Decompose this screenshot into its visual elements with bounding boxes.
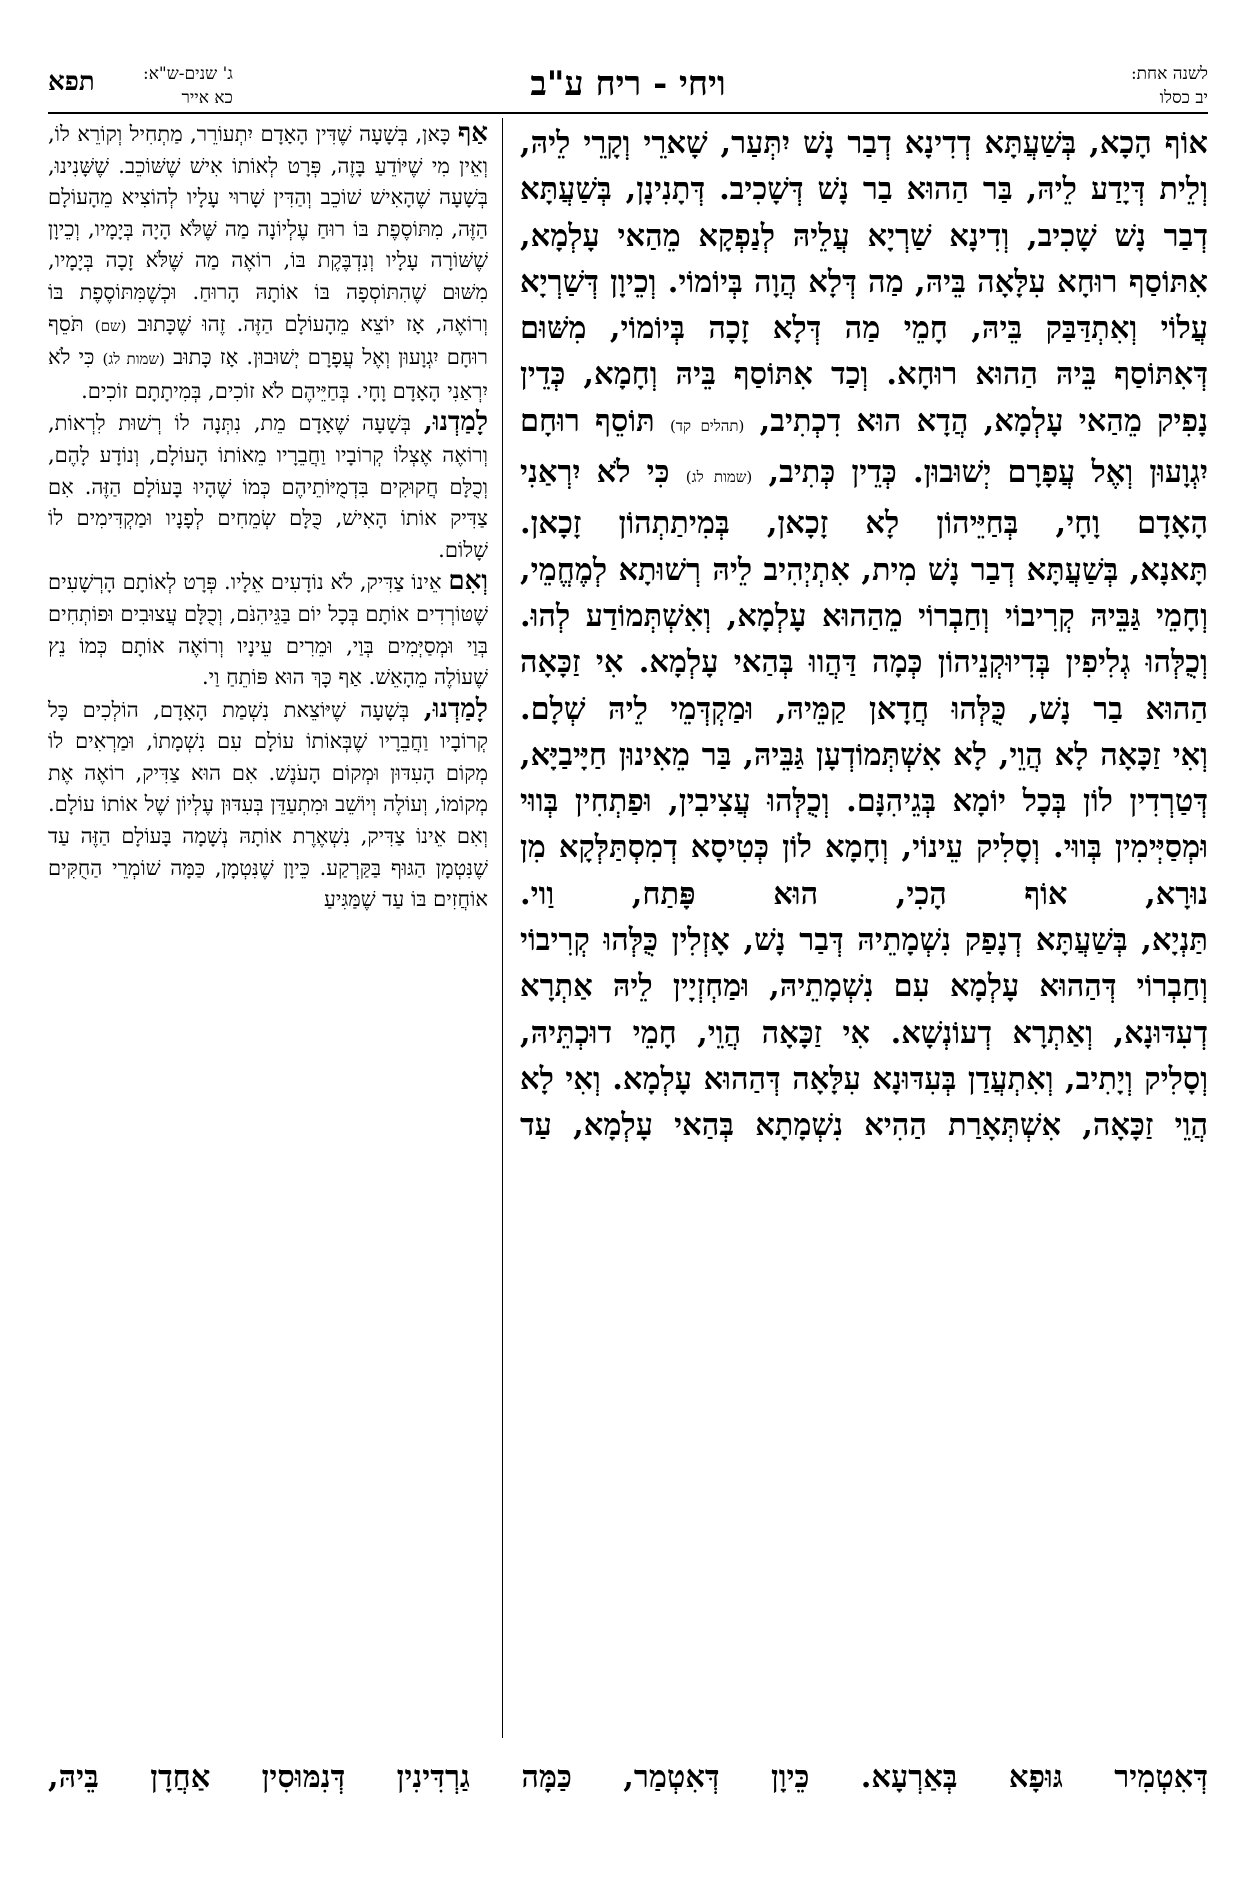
- side-p1-text: כָּאן, בְּשָׁעָה שֶׁדִּין הָאָדָם יִתְעוֹרֵר, מַתְחִיל וְקוֹרֵא לוֹ, וְאֵין מִי שֶׁיּוֹדֵעַ בָּזֶה, פְּרָט לְאוֹתוֹ אִישׁ שֶׁשּׁוֹכֵב. שֶׁשָּׁנִינוּ, בְּשָׁעָה שֶׁהָאִישׁ שׁוֹכֵב וְהַדִּין שָׁרוּי עָלָיו לְהוֹצִיא מֵהָעוֹלָם הַזֶּה, מִתּוֹסֶפֶת בּוֹ רוּחַ עֶלְיוֹנָה מַה שֶּׁלֹּא הָיָה בְּיָמָיו, וְכֵיוָן שֶׁשּׁוֹרָה עָלָיו וְנִדְבֶּקֶת בּוֹ, רוֹאֶה מַה שֶּׁלֹּא זָכָה בְּיָמָיו, מִשּׁוּם שֶׁהִתּוֹסְפָה בּוֹ אוֹתָהּ הָרוּחַ. וּכְשֶׁמִּתּוֹסֶפֶת בּוֹ וְרוֹאֶה, אָז יוֹצֵא מֵהָעוֹלָם הַזֶּה. זֶהוּ שֶׁכָּתוּב: [48, 122, 488, 336]
- header-right-line1: לשנה אחת:: [1130, 64, 1208, 84]
- side-p3-text: אֵינוֹ צַדִּיק, לֹא נוֹדָעִים אֵלָיו. פְּרָט לְאוֹתָם הָרְשָׁעִים שֶׁטּוֹרְדִים אוֹתָם בְּכָל יוֹם בַּגֵּיהִנֹּם, וְכֻלָּם עֲצוּבִים וּפוֹתְחִים בְּוַי וּמְסַיְּמִים בְּוַי, וּמֵרִים עֵינָיו וְרוֹאֶה אוֹתָם כְּמוֹ נֵץ שֶׁעוֹלֶה מֵהָאֵשׁ. אַף כָּךְ הוּא פּוֹתֵחַ וַי.: [48, 570, 488, 690]
- side-p4-text: בְּשָׁעָה שֶׁיּוֹצֵאת נִשְׁמַת הָאָדָם, הוֹלְכִים כָּל קְרוֹבָיו וַחֲבֵרָיו שֶׁבְּאוֹתוֹ עוֹלָם עִם נִשְׁמָתוֹ, וּמַרְאִים לוֹ מְקוֹם הָעִדּוּן וּמְקוֹם הָעֹנֶשׁ. אִם הוּא צַדִּיק, רוֹאֶה אֶת מְקוֹמוֹ, וְעוֹלֶה וְיוֹשֵׁב וּמִתְעַדֵּן בְּעִדּוּן עֶלְיוֹן שֶׁל אוֹתוֹ עוֹלָם. וְאִם אֵינוֹ צַדִּיק, נִשְׁאֶרֶת אוֹתָהּ נְשָׁמָה בָּעוֹלָם הַזֶּה עַד שֶׁנִּטְמָן הַגּוּף בַּקַּרְקַע. כֵּיוָן שֶׁנִּטְמָן, כַּמָּה שׁוֹמְרֵי הַחֻקִּים אוֹחֲזִים בּוֹ עַד שֶׁמַּגִּיעַ: [48, 697, 488, 912]
- side-p2-text: בְּשָׁעָה שֶׁאָדָם מֵת, נִתְּנָה לוֹ רְשׁוּת לִרְאוֹת, וְרוֹאֶה אֶצְלוֹ קְרוֹבָיו וַחֲבֵרָיו מֵאוֹתוֹ הָעוֹלָם, וְנוֹדָע לָהֶם, וְכֻלָּם חֲקוּקִים בִּדְמֻיּוֹתֵיהֶם כְּמוֹ שֶׁהָיוּ בָּעוֹלָם הַזֶּה. אִם צַדִּיק אוֹתוֹ הָאִישׁ, כֻּלָּם שְׂמֵחִים לְפָנָיו וּמַקְדִּימִים לוֹ שָׁלוֹם.: [48, 411, 488, 562]
- side-p1-end: כִּי לֹא יִרְאַנִי הָאָדָם וָחָי. בְּחַיֵּיהֶם לֹא זוֹכִים, בְּמִיתָתָם זוֹכִים.: [48, 345, 488, 403]
- main-p1-text: אוֹף הָכָא, בְּשַׁעֲתָּא דְדִינָא דְבַר נָשׁ יִתְּעַר, שָׁארֵי וְקָרֵי לֵיהּ, וְלֵית דְּיָדַע לֵיהּ, בַּר הַהוּא בַר נָשׁ דְּשָׁכִיב. דְּתָנִינָן, בְּשַׁעֲתָּא דְבַר נָשׁ שָׁכִיב, וְדִינָא שַׁרְיָא עֲלֵיהּ לְנַפְקָא מֵהַאי עָלְמָא, אִתּוֹסַף רוּחָא עִלָּאָה בֵּיהּ, מַה דְּלָא הֲוָה בְּיוֹמוֹי. וְכֵיוָן דְּשַׁרְיָא עֲלוֹי וְאִתְדַּבַּק בֵּיהּ, חָמֵי מַה דְּלָא זָכָה בְּיוֹמוֹי, מִשּׁוּם דְּאִתּוֹסַף בֵּיהּ הַהוּא רוּחָא. וְכַד אִתּוֹסַף בֵּיהּ וְחָמָא, כְּדֵין נָפִיק מֵהַאי עָלְמָא, הֲדָא הוּא דִכְתִיב,: [520, 125, 1208, 439]
- column-divider: [502, 118, 503, 1738]
- page-title: ויחי - ריח ע"ב: [530, 64, 726, 104]
- header-left-line2: כא אייר: [181, 88, 233, 108]
- main-aramaic-column: [520, 120, 1208, 1149]
- side-p1-lead: אַף: [457, 118, 488, 148]
- side-p1-citation: (שם): [94, 316, 127, 335]
- side-p4-lead: לָמַדְנוּ,: [423, 693, 488, 724]
- main-paragraph-1: [520, 120, 1208, 547]
- main-paragraph-4: תַּנְיָא, בְּשַׁעֲתָּא דְנָפַק נִשְׁמָתֵיהּ דְּבַר נָשׁ, אָזְלִין כֻּלְּהוּ קְרִיבוֹי וְחַבְרוֹי דְּהַהוּא עָלְמָא עִם נִשְׁמָתֵיהּ, וּמַחְזְיָין לֵיהּ אַתְרָא דְעִדּוּנָא, וְאַתְרָא דְעוֹנְשָׁא. אִי זַכָּאָה הֲוֵי, חָמֵי דוּכְתֵּיהּ, וְסָלִיק וְיָתִיב, וְאִתְעֲדַן בְּעִדּוּנָא עִלָּאָה דְּהַהוּא עָלְמָא. וְאִי לָא הֲוֵי זַכָּאָה, אִשְׁתְּאָרַת הַהִיא נִשְׁמָתָא בְּהַאי עָלְמָא, עַד: [520, 922, 1208, 1144]
- header-left-block: [143, 62, 233, 110]
- header-left-line1: ג' שנים-ש"א:: [143, 64, 233, 84]
- side-p3-lead: וְאִם: [448, 566, 488, 597]
- side-p1-verse: תֹּסֵף רוּחָם יִגְוָעוּן וְאֶל עֲפָרָם יְשׁוּבוּן. אָז כָּתוּב: [48, 311, 488, 370]
- side-paragraph-2: [48, 407, 488, 566]
- side-p1-citation-2: (שמות לג): [102, 350, 165, 369]
- side-paragraph-1: [48, 118, 488, 407]
- main-p1-citation: (תהלים קד): [669, 416, 745, 435]
- main-p1-citation-2: (שמות לג): [685, 468, 753, 487]
- header-rule: [48, 112, 1208, 114]
- page-number: תפא: [48, 67, 95, 97]
- side-paragraph-4: [48, 694, 488, 916]
- main-p1-verse: תּוֹסֵף רוּחָם יִגְוָעוּן וְאֶל עֲפָרָם יְשׁוּבוּן. כְּדֵין כְּתִיב,: [520, 402, 1209, 491]
- footer-continuation-line: דְּאִטְמִיר גּוּפָא בְּאַרְעָא. כֵּיוָן דְּאִטְמַר, כַּמָּה גַרְדִּינִין דְּנִמּוּסִין אַחֲדָן בֵּיהּ,: [48, 1759, 1208, 1795]
- side-p2-lead: לָמַדְנוּ,: [423, 407, 488, 438]
- side-paragraph-3: [48, 566, 488, 693]
- hebrew-translation-column: [48, 118, 488, 916]
- header-right-line2: יב כסלו: [1159, 88, 1208, 108]
- main-paragraph-2: תָּאנָא, בְּשַׁעֲתָּא דְבַר נָשׁ מִית, אִתְיְהִיב לֵיהּ רְשׁוּתָא לְמֶחֱמֵי, וְחָמֵי גַּבֵּיהּ קְרִיבוֹי וְחַבְרוֹי מֵהַהוּא עָלְמָא, וְאִשְׁתְּמוֹדַע לְהוּ. וְכֻלְּהוּ גְלִיפִין בְּדִיוּקְנֵיהוֹן כְּמָה דַּהֲווּ בְּהַאי עָלְמָא. אִי זַכָּאָה הַהוּא בַר נָשׁ, כֻּלְּהוּ חֲדָאן קַמֵּיהּ, וּמַקְדְּמֵי לֵיהּ שְׁלָם.: [520, 551, 1208, 727]
- main-p1-end: כִּי לֹא יִרְאַנִי הָאָדָם וָחָי, בְּחַיֵּיהוֹן לָא זָכָאן, בְּמִיתַתְהוֹן זָכָאן.: [520, 454, 1208, 542]
- main-paragraph-3: וְאִי זַכָּאָה לָא הֲוֵי, לָא אִשְׁתְּמוֹדְעָן גַּבֵּיהּ, בַּר מֵאִינוּן חַיָּיבַיָּא, דְּטַרְדִין לוֹן בְּכָל יוֹמָא בְּגֵיהִנָּם. וְכֻלְּהוּ עֲצִיבִין, וּפַתְחִין בְּווּי וּמְסַיְּימִין בְּווּי. וְסָלִיק עֵינוֹי, וְחָמָא לוֹן כְּטִיסָא דְמִסְתַּלְּקָא מִן נוּרָא, אוֹף הָכִי, הוּא פָּתַח, וַוי.: [520, 736, 1208, 912]
